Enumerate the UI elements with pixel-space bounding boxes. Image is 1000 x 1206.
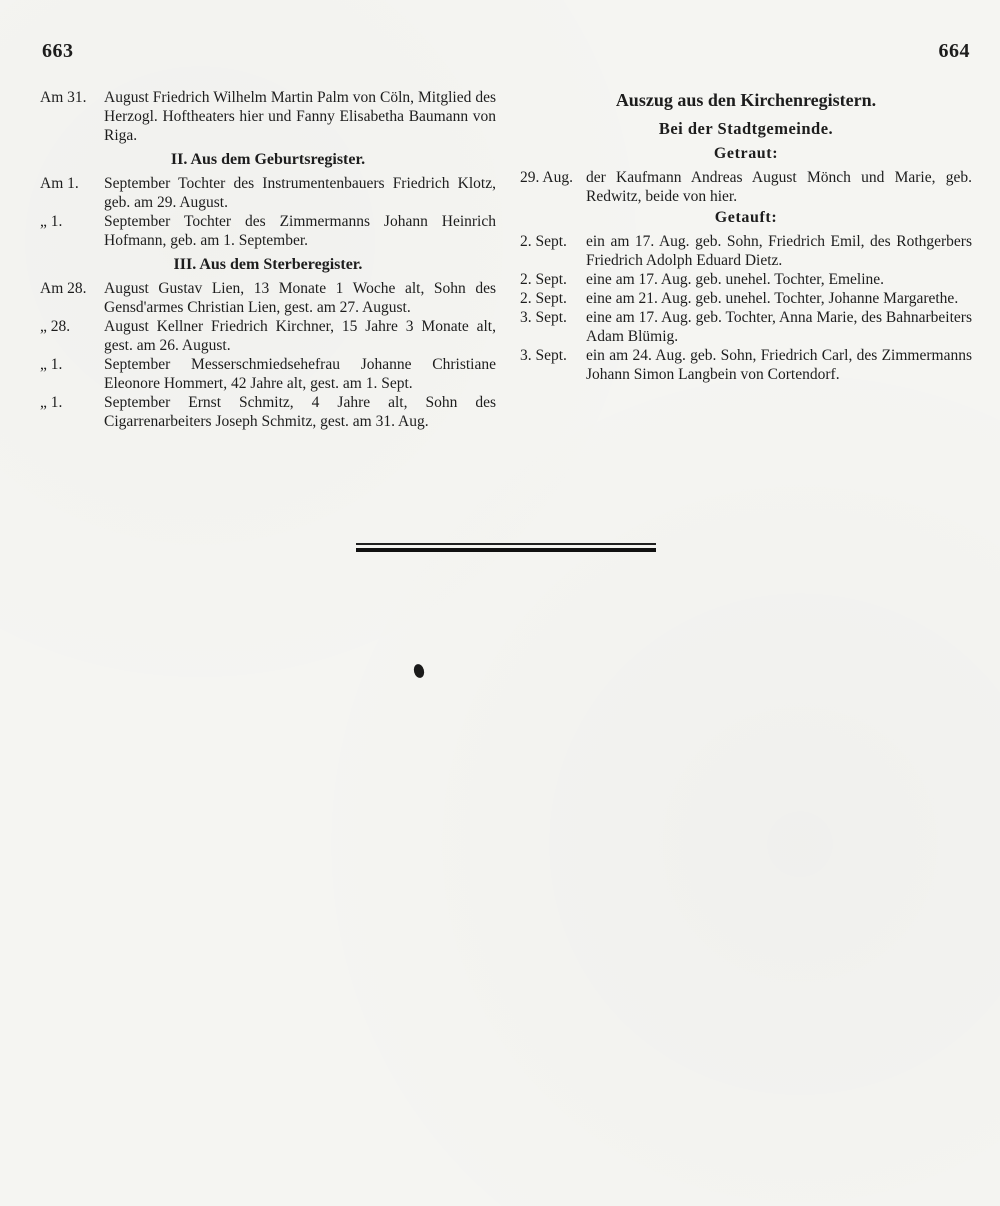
ink-spot: [412, 663, 425, 679]
baptized-entry: [520, 270, 972, 289]
entry-text: September Messerschmiedsehefrau Johanne Christiane Eleonore Hommert, 42 Jahre alt, gest. am 1. Sept.: [104, 356, 496, 392]
death-entry: [40, 279, 496, 317]
baptized-entry: [520, 346, 972, 384]
death-entry: [40, 393, 496, 431]
baptized-entry: [520, 232, 972, 270]
entry-text: eine am 17. Aug. geb. unehel. Tochter, Emeline.: [586, 271, 885, 288]
entry-text: August Gustav Lien, 13 Monate 1 Woche alt, Sohn des Gensd'armes Christian Lien, gest. am 27. August.: [104, 280, 496, 316]
church-register-heading: Auszug aus den Kirchenregistern.: [615, 90, 877, 110]
entry-date: 2. Sept.: [520, 233, 567, 250]
entry-date: 3. Sept.: [520, 309, 567, 326]
entry-date: „ 1.: [40, 394, 63, 411]
entry-date: „ 1.: [40, 213, 63, 230]
section-divider-rule: [356, 543, 656, 553]
entry-date: „ 1.: [40, 356, 63, 373]
entry-date: Am 31.: [40, 89, 87, 106]
entry-date: „ 28.: [40, 318, 71, 335]
page-number-right: 664: [938, 40, 970, 62]
birth-register-heading: II. Aus dem Geburtsregister.: [170, 151, 366, 168]
death-entry: [40, 317, 496, 355]
entry-date: 29. Aug.: [520, 169, 573, 186]
divider-thin-line: [356, 543, 656, 545]
baptized-heading: Getauft:: [714, 209, 778, 226]
baptized-entry: [520, 308, 972, 346]
death-register-heading: III. Aus dem Sterberegister.: [173, 256, 363, 273]
entry-text: September Tochter des Zimmermanns Johann Heinrich Hofmann, geb. am 1. September.: [104, 213, 496, 249]
death-entry: [40, 355, 496, 393]
entry-text: eine am 21. Aug. geb. unehel. Tochter, Johanne Margarethe.: [586, 290, 959, 307]
entry-text: September Tochter des Instrumentenbauers Friedrich Klotz, geb. am 29. August.: [104, 175, 496, 211]
entry-date: Am 28.: [40, 280, 87, 297]
married-heading: Getraut:: [713, 145, 779, 162]
entry-text: ein am 17. Aug. geb. Sohn, Friedrich Emil, des Rothgerbers Friedrich Adolph Eduard Dietz.: [586, 233, 972, 269]
entry-text: September Ernst Schmitz, 4 Jahre alt, Sohn des Cigarrenarbeiters Joseph Schmitz, gest. am 31. Aug.: [104, 394, 496, 430]
divider-thick-line: [356, 548, 656, 552]
entry-text: ein am 24. Aug. geb. Sohn, Friedrich Carl, des Zimmermanns Johann Simon Langbein von Cortendorf.: [586, 347, 972, 383]
birth-entry: [40, 212, 496, 250]
married-entry: [520, 168, 972, 206]
baptized-entry: [520, 289, 972, 308]
entry-text: der Kaufmann Andreas August Mönch und Marie, geb. Redwitz, beide von hier.: [586, 169, 972, 205]
entry-date: 2. Sept.: [520, 271, 567, 288]
entry-date: Am 1.: [40, 175, 79, 192]
right-column: [520, 88, 972, 384]
entry-date: 2. Sept.: [520, 290, 567, 307]
left-column: [40, 88, 496, 431]
entry-text: eine am 17. Aug. geb. Tochter, Anna Marie, des Bahnarbeiters Adam Blümig.: [586, 309, 972, 345]
city-parish-heading: Bei der Stadtgemeinde.: [658, 119, 834, 138]
entry-date: 3. Sept.: [520, 347, 567, 364]
entry-text: August Friedrich Wilhelm Martin Palm von Cöln, Mitglied des Herzogl. Hoftheaters hier und Fanny Elisabetha Baumann von Riga.: [104, 89, 496, 144]
birth-entry: [40, 174, 496, 212]
entry-text: August Kellner Friedrich Kirchner, 15 Jahre 3 Monate alt, gest. am 26. August.: [104, 318, 496, 354]
page-number-left: 663: [42, 40, 74, 62]
intro-entry: [40, 88, 496, 145]
